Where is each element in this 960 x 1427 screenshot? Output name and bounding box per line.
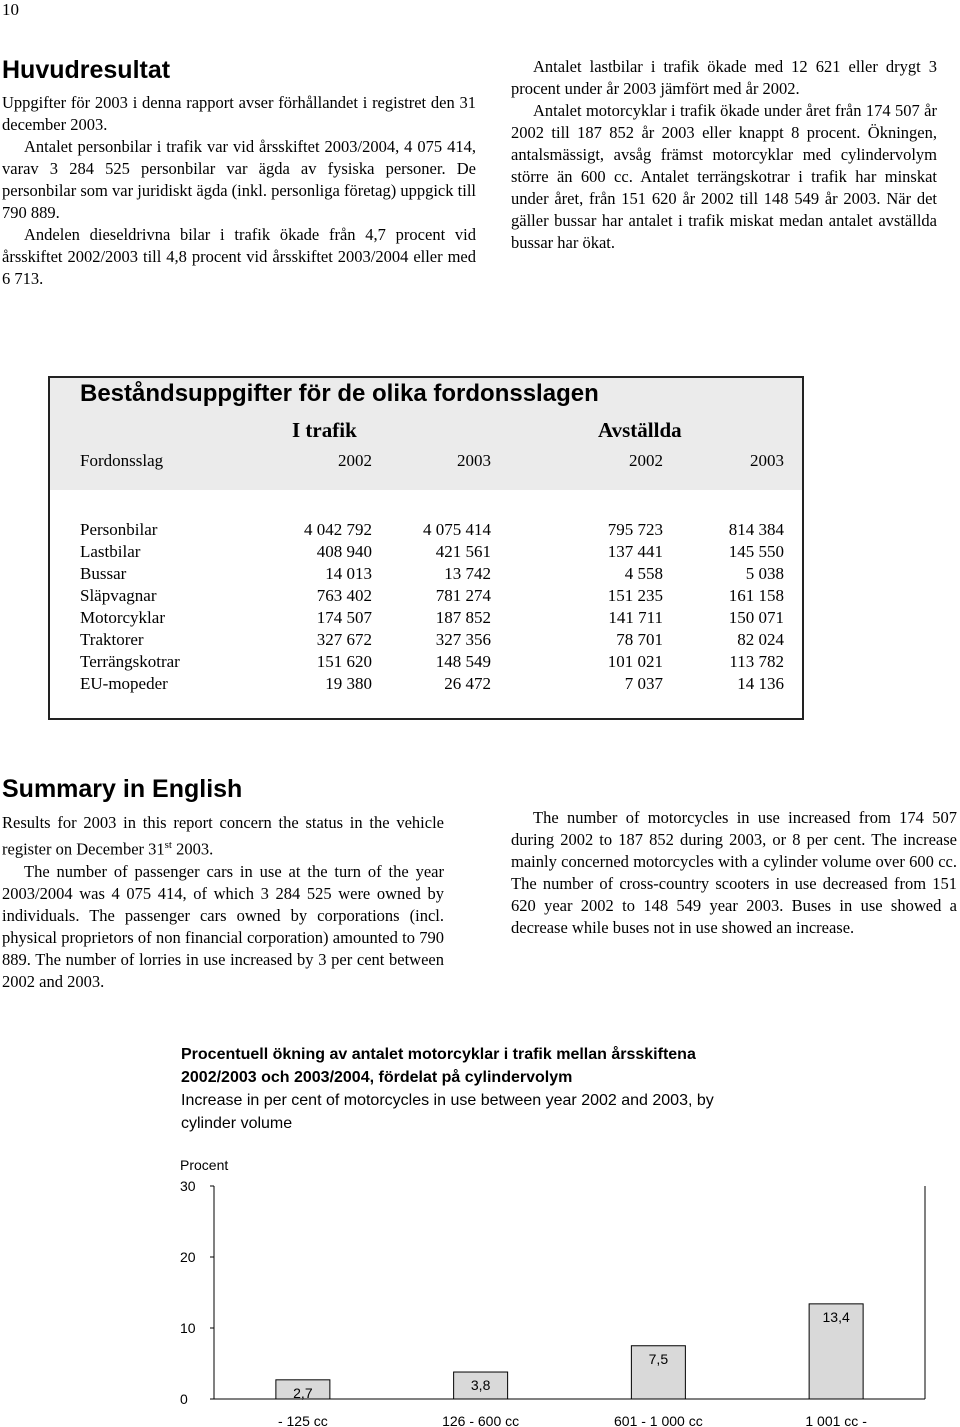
table-cell-value: 4 042 792 (304, 520, 372, 539)
table-cell-value: 151 235 (607, 586, 663, 605)
table-cell-value: 141 711 (608, 608, 663, 627)
table-cell-type: Bussar (80, 564, 127, 583)
table-group-in-traffic: I trafik (292, 418, 357, 442)
table-cell-value: 151 620 (316, 652, 372, 671)
chart-category-label: - 125 cc (277, 1413, 328, 1427)
chart-category-label: 126 - 600 cc (442, 1413, 520, 1427)
table-cell-value: 7 037 (624, 674, 663, 693)
table-cell-value: 795 723 (607, 520, 663, 539)
table-cell-type: EU-mopeder (80, 674, 168, 693)
table-row (50, 520, 802, 542)
en-right-column (511, 807, 957, 939)
table-cell-value: 781 274 (435, 586, 491, 605)
chart-title (181, 1043, 771, 1135)
table-title: Beståndsuppgifter för de olika fordonsslagen (80, 380, 599, 407)
chart-y-tick-label: 20 (180, 1249, 196, 1265)
table-cell-value: 327 672 (316, 630, 372, 649)
table-cell-value: 113 782 (729, 652, 784, 671)
table-cell-type: Traktorer (80, 630, 144, 649)
sv-right-paragraph-1: Antalet lastbilar i trafik ökade med 12 621 eller drygt 3 procent under år 2003 jämfört med år 2002. (511, 57, 937, 98)
sv-left-paragraph-1: Uppgifter för 2003 i denna rapport avser förhållandet i registret den 31 december 2003. (2, 93, 476, 134)
table-cell-value: 150 071 (728, 608, 784, 627)
table-cell-type: Motorcyklar (80, 608, 165, 627)
chart-data-label: 3,8 (470, 1377, 491, 1394)
sv-right-column (511, 56, 937, 254)
table-row (50, 630, 802, 652)
en-left-paragraph-2: The number of passenger cars in use at the turn of the year 2003/2004 was 4 075 414, of which 3 284 525 were owned by individuals. The passenger cars owned by corporations (incl. physical proprietors of non financial corporation) amounted to 790 889. The number of lorries in use increased by 3 per cent between 2002 and 2003. (2, 861, 444, 991)
table-cell-value: 148 549 (435, 652, 491, 671)
table-cell-value: 13 742 (444, 564, 491, 583)
table-cell-value: 421 561 (435, 542, 491, 561)
en-right-paragraph-1: The number of motorcycles in use increased from 174 507 during 2002 to 187 852 during 2003, or 8 per cent. The increase mainly concerned motorcycles with a cylinder volume over 600 cc. The number of cross-country scooters in use decreased from 151 620 year 2002 to 148 549 year 2003. Buses in use showed a decrease while buses not in use showed an increase. (511, 808, 957, 937)
chart-data-label: 13,4 (822, 1308, 850, 1325)
table-row (50, 652, 802, 674)
table-cell-value: 26 472 (444, 674, 491, 693)
table-cell-value: 5 038 (745, 564, 784, 583)
heading-huvudresultat: Huvudresultat (2, 56, 171, 84)
table-cell-value: 4 075 414 (423, 520, 491, 539)
chart-y-tick-label: 30 (180, 1178, 196, 1194)
table-row (50, 608, 802, 630)
table-header-type: Fordonsslag (80, 451, 164, 470)
table-cell-value: 187 852 (435, 608, 491, 627)
table-cell-value: 763 402 (316, 586, 372, 605)
table-cell-type: Lastbilar (80, 542, 141, 561)
heading-summary-in-english: Summary in English (2, 775, 243, 803)
en-left-column (2, 812, 444, 993)
table-group-deregistered: Avställda (598, 418, 682, 442)
sv-left-paragraph-3: Andelen dieseldrivna bilar i trafik ökade från 4,7 procent vid årsskiftet 2002/2003 till 4,8 procent vid årsskiftet 2003/2004 eller med 6 713. (2, 225, 476, 288)
table-cell-value: 137 441 (607, 542, 663, 561)
table-header-year: 2003 (457, 451, 491, 470)
table-cell-value: 101 021 (607, 652, 663, 671)
chart-data-label: 7,5 (648, 1350, 669, 1367)
vehicle-stock-table (48, 376, 804, 720)
chart-y-tick-label: 0 (180, 1391, 188, 1407)
table-cell-value: 174 507 (316, 608, 372, 627)
table-header-year: 2002 (629, 451, 663, 470)
table-header-year: 2002 (338, 451, 372, 470)
table-cell-value: 814 384 (728, 520, 784, 539)
table-cell-value: 161 158 (728, 586, 784, 605)
sv-right-paragraph-2: Antalet motorcyklar i trafik ökade under året från 174 507 år 2002 till 187 852 år 2003 eller knappt 8 procent. Ökningen, antalsmässigt, avsåg främst motorcyklar med cylindervolym större än 600 cc. Antalet terrängskotrar i trafik har minskat under året, från 151 620 år 2002 till 148 549 år 2003. När det gäller bussar har antalet i trafik miskat medan antalet avställda bussar har ökat. (511, 101, 937, 252)
table-cell-value: 14 013 (325, 564, 372, 583)
table-cell-value: 408 940 (316, 542, 372, 561)
chart-y-tick-label: 10 (180, 1320, 196, 1336)
table-row (50, 586, 802, 608)
chart-title-english: Increase in per cent of motorcycles in use between year 2002 and 2003, by cylinder volume (181, 1092, 714, 1132)
table-cell-value: 14 136 (737, 674, 784, 693)
table-row (50, 564, 802, 586)
chart-category-label: 601 - 1 000 cc (614, 1413, 703, 1427)
chart-y-axis-title: Procent (180, 1157, 229, 1173)
motorcycle-increase-chart (170, 1150, 930, 1427)
chart-data-label: 2,7 (293, 1384, 313, 1401)
table-cell-value: 4 558 (624, 564, 663, 583)
table-cell-type: Släpvagnar (80, 586, 157, 605)
page-number: 10 (2, 0, 19, 19)
table-cell-type: Personbilar (80, 520, 158, 539)
table-cell-value: 82 024 (737, 630, 784, 649)
table-cell-value: 78 701 (616, 630, 663, 649)
chart-title-swedish: Procentuell ökning av antalet motorcyklar i trafik mellan årsskiftena 2002/2003 och 2003/2004, fördelat på cylindervolym (181, 1046, 696, 1086)
table-cell-value: 145 550 (728, 542, 784, 561)
table-cell-value: 327 356 (435, 630, 491, 649)
table-row (50, 542, 802, 564)
table-header-year: 2003 (750, 451, 784, 470)
table-row (50, 674, 802, 696)
en-left-paragraph-1: Results for 2003 in this report concern the status in the vehicle register on December 31st 2003. (2, 813, 444, 859)
superscript-st: st (164, 839, 172, 851)
sv-left-paragraph-2: Antalet personbilar i trafik var vid årsskiftet 2003/2004, 4 075 414, varav 3 284 525 personbilar var ägda av fysiska personer. De personbilar som var juridiskt ägda (inkl. personliga företag) uppgick till 790 889. (2, 137, 476, 222)
sv-left-column (2, 92, 476, 290)
chart-category-label: 1 001 cc - (805, 1413, 867, 1427)
table-cell-value: 19 380 (325, 674, 372, 693)
table-cell-type: Terrängskotrar (80, 652, 180, 671)
